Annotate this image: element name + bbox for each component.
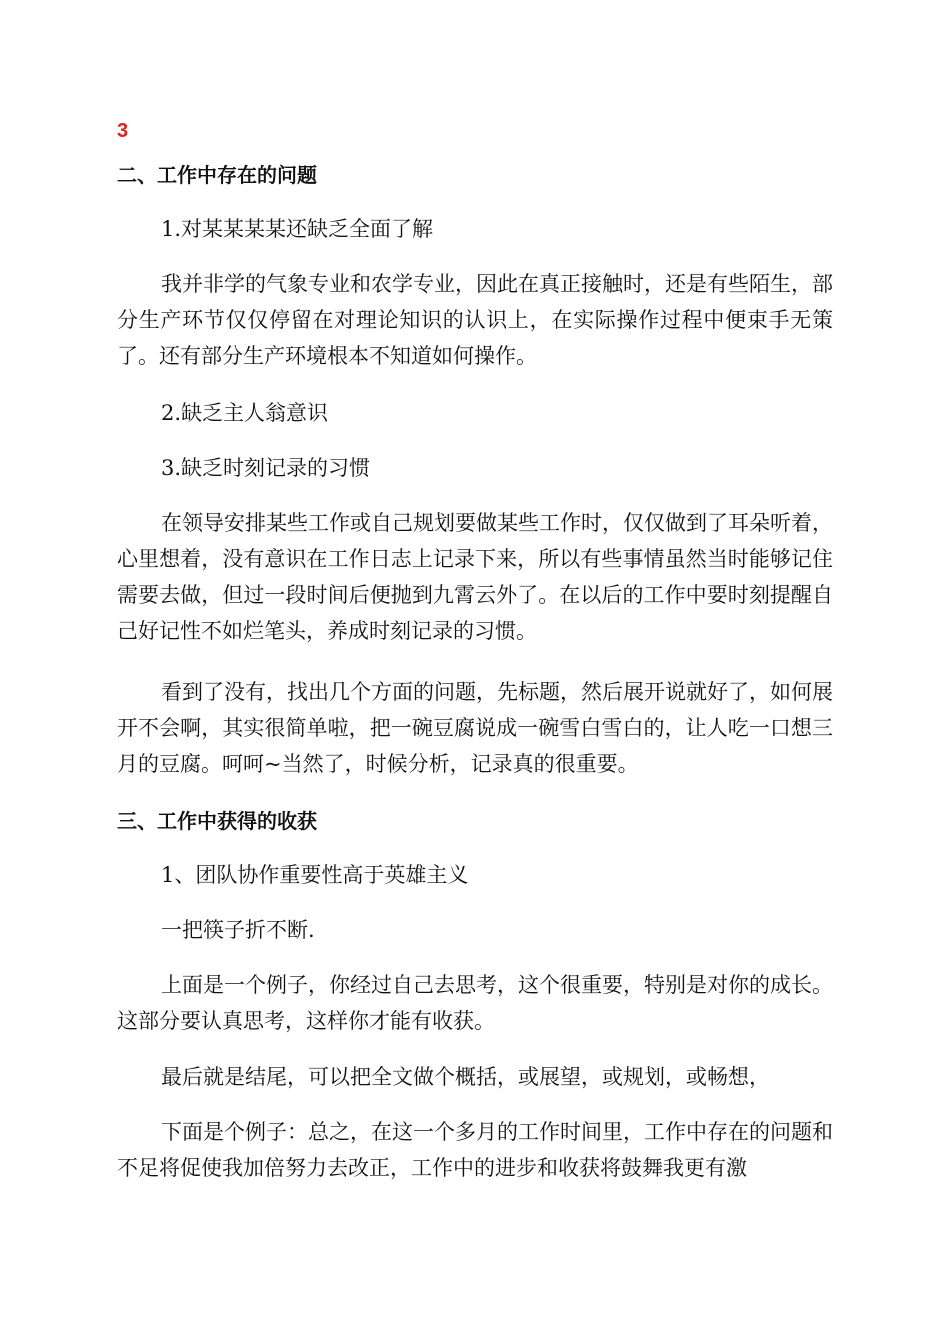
item-title-lack-understanding: 1.对某某某某还缺乏全面了解 xyxy=(161,217,434,241)
paragraph-ending-note: 最后就是结尾，可以把全文做个概括，或展望，或规划，或畅想， xyxy=(161,1065,770,1089)
paragraph-recording-habit: 在领导安排某些工作或自己规划要做某些工作时，仅仅做到了耳朵听着，心里想着，没有意识在工作日志上记录下来，所以有些事情虽然当时能够记住需要去做，但过一段时间后便抛到九霄云外了。在以后的工作中要时刻提醒自己好记性不如烂笔头，养成时刻记录的习惯。 xyxy=(117,511,833,643)
paragraph-conclusion-sample: 下面是个例子：总之，在这一个多月的工作时间里，工作中存在的问题和不足将促使我加倍努力去改正，工作中的进步和收获将鼓舞我更有激 xyxy=(117,1120,833,1180)
section-heading-problems: 二、工作中存在的问题 xyxy=(117,163,317,187)
paragraph-example-note: 上面是一个例子，你经过自己去思考，这个很重要，特别是对你的成长。这部分要认真思考，这样你才能有收获。 xyxy=(117,973,833,1033)
page-number: 3 xyxy=(117,120,129,142)
paragraph-lack-understanding: 我并非学的气象专业和农学专业，因此在真正接触时，还是有些陌生，部分生产环节仅仅停留在对理论知识的认识上，在实际操作过程中便束手无策了。还有部分生产环境根本不知道如何操作。 xyxy=(117,272,833,368)
paragraph-chopsticks: 一把筷子折不断. xyxy=(161,918,315,942)
item-title-recording-habit: 3.缺乏时刻记录的习惯 xyxy=(161,456,371,480)
paragraph-problems-note: 看到了没有，找出几个方面的问题，先标题，然后展开说就好了，如何展开不会啊，其实很简单啦，把一碗豆腐说成一碗雪白雪白的，让人吃一口想三月的豆腐。呵呵~当然了，时候分析，记录真的很重要。 xyxy=(117,680,833,776)
item-title-teamwork: 1、团队协作重要性高于英雄主义 xyxy=(161,863,469,887)
section-heading-gains: 三、工作中获得的收获 xyxy=(117,809,317,833)
item-title-ownership: 2.缺乏主人翁意识 xyxy=(161,401,329,425)
